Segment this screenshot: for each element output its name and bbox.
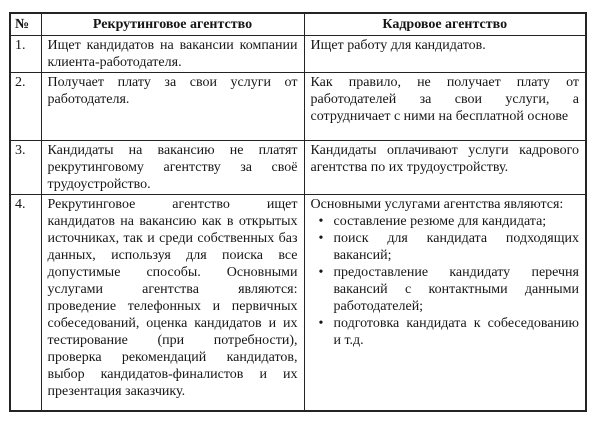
table-row (10, 140, 586, 194)
column-header-number: № (10, 13, 41, 35)
services-bullet-list (311, 213, 580, 349)
row-number-cell: 2. (10, 72, 41, 140)
table-row (10, 35, 586, 72)
staffing-agency-cell (304, 194, 586, 411)
column-header-staffing-agency: Кадровое агентство (304, 13, 586, 35)
row-number-cell: 4. (10, 194, 41, 411)
recruiting-agency-cell: Рекрутинговое агентство ищет кандидатов на вакансию как в открытых источниках, так и среди собственных баз данных, используя для поиска все допустимые способы. Основными услугами агентства являются: проведение телефонных и первичных собеседований, оценка кандидатов и их тестирование (при потребности), проверка рекомендаций кандидатов, выбор кандидатов-финалистов и их презентация заказчику. (41, 194, 304, 411)
table-header-row (10, 13, 586, 35)
comparison-table (9, 12, 587, 412)
table-row (10, 194, 586, 411)
bullet-item-text: поиск для кандидата подходящих вакансий; (333, 230, 579, 263)
row-number-cell: 1. (10, 35, 41, 72)
recruiting-agency-cell: Кандидаты на вакансию не платят рекрутинговому агентству за своё трудоустройство. (41, 140, 304, 194)
bullet-list-item (311, 213, 580, 230)
bullet-item-text: подготовка кандидата к собеседованию и т.д. (333, 315, 579, 348)
bullet-icon: • (318, 315, 324, 331)
column-header-recruiting-agency: Рекрутинговое агентство (41, 13, 304, 35)
staffing-agency-cell: Как правило, не получает плату от работодателей за свои услуги, а сотрудничает с ними на бесплатной основе (304, 72, 586, 140)
bullet-icon: • (318, 230, 324, 246)
bullet-list-item (311, 264, 580, 315)
bullet-item-text: предоставление кандидату перечня вакансий с контактными данными работодателей; (333, 264, 579, 314)
staffing-agency-cell: Кандидаты оплачивают услуги кадрового агентства по их трудоустройству. (304, 140, 586, 194)
recruiting-agency-cell: Получает плату за свои услуги от работодателя. (41, 72, 304, 140)
bullet-icon: • (318, 213, 324, 229)
staffing-agency-cell: Ищет работу для кандидатов. (304, 35, 586, 72)
bullet-list-item (311, 230, 580, 264)
table-row (10, 72, 586, 140)
bullet-list-item (311, 315, 580, 349)
row-number-cell: 3. (10, 140, 41, 194)
recruiting-agency-cell: Ищет кандидатов на вакансии компании клиента-работодателя. (41, 35, 304, 72)
cell-intro-text: Основными услугами агентства являются: (310, 196, 564, 212)
bullet-icon: • (318, 264, 324, 280)
bullet-item-text: составление резюме для кандидата; (333, 213, 547, 229)
